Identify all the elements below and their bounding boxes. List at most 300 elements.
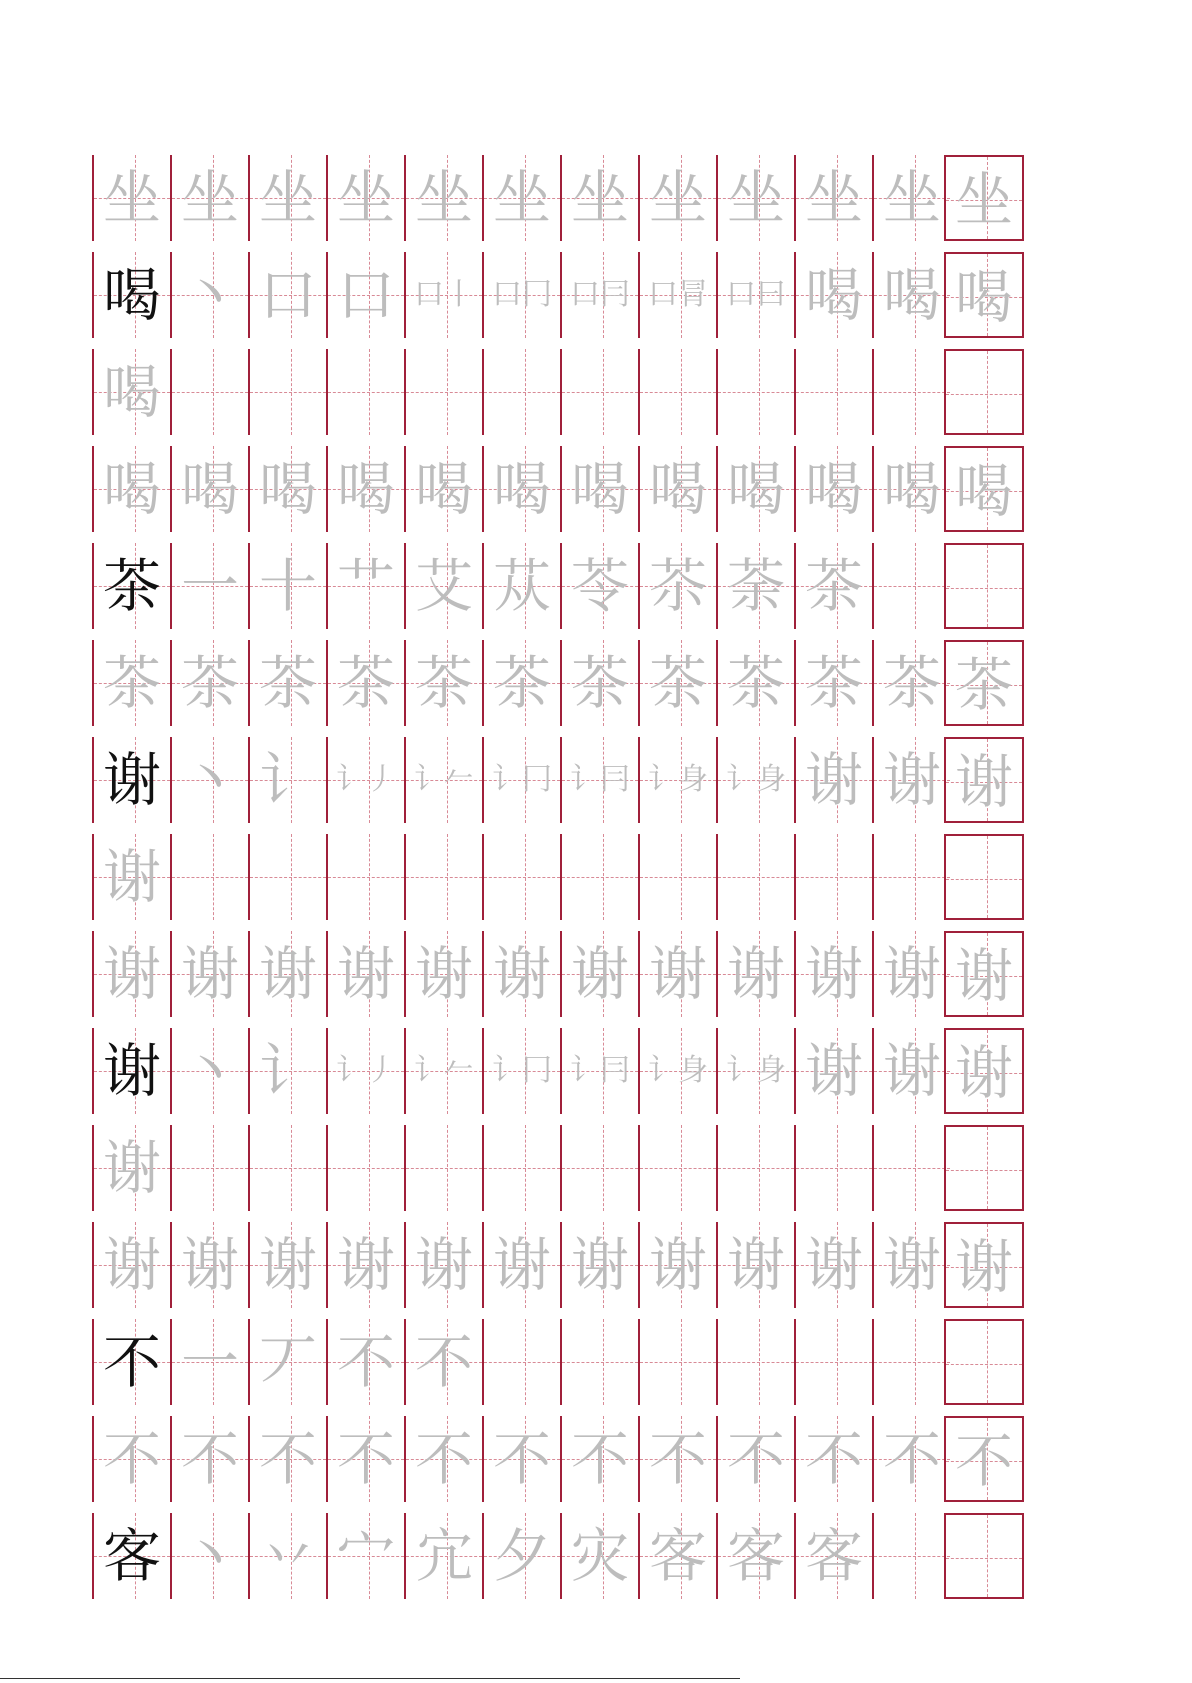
trace-character xyxy=(874,1513,950,1599)
practice-cell[interactable] xyxy=(640,931,716,1017)
practice-cell[interactable] xyxy=(94,1028,170,1114)
footer-rule xyxy=(0,1678,740,1679)
practice-cell[interactable] xyxy=(328,1125,404,1211)
trace-character xyxy=(250,1125,326,1211)
practice-row xyxy=(92,155,1099,241)
practice-row xyxy=(92,543,1099,629)
trace-character xyxy=(640,1319,716,1405)
practice-row xyxy=(92,640,1099,726)
practice-cell[interactable] xyxy=(640,1125,716,1211)
practice-cell[interactable] xyxy=(874,1513,950,1599)
trace-character: 丶 xyxy=(180,1522,239,1590)
trace-character: 不 xyxy=(258,1425,317,1493)
practice-cell[interactable] xyxy=(718,1319,794,1405)
practice-cell[interactable] xyxy=(172,834,248,920)
practice-cell[interactable] xyxy=(250,931,326,1017)
practice-cell[interactable] xyxy=(406,1222,482,1308)
trace-character: 口 xyxy=(336,261,395,329)
trace-character: 喝 xyxy=(570,455,629,523)
practice-cell[interactable] xyxy=(328,155,404,241)
trace-character xyxy=(484,1125,560,1211)
practice-cell[interactable] xyxy=(94,931,170,1017)
practice-cell[interactable] xyxy=(874,1416,950,1502)
trace-character: 谢 xyxy=(492,1231,551,1299)
practice-cell[interactable] xyxy=(94,1125,170,1211)
trace-character: 口冐 xyxy=(648,277,708,312)
practice-box[interactable] xyxy=(944,1222,1024,1308)
practice-cell[interactable] xyxy=(172,252,248,338)
practice-cell[interactable] xyxy=(406,349,482,435)
practice-cell[interactable] xyxy=(640,834,716,920)
practice-cell[interactable] xyxy=(562,543,638,629)
practice-cell[interactable] xyxy=(406,1513,482,1599)
trace-character: 一 xyxy=(180,1328,239,1396)
practice-cell[interactable] xyxy=(406,446,482,532)
trace-character: 谢 xyxy=(882,1037,941,1105)
model-character: 喝 xyxy=(102,261,161,329)
trace-character: 客 xyxy=(648,1522,707,1590)
practice-cell[interactable] xyxy=(484,155,560,241)
practice-cell[interactable] xyxy=(484,252,560,338)
trace-character xyxy=(796,834,872,920)
practice-cell[interactable] xyxy=(94,543,170,629)
trace-character xyxy=(562,834,638,920)
trace-character: 谢 xyxy=(258,940,317,1008)
practice-cell[interactable] xyxy=(172,155,248,241)
practice-cell[interactable] xyxy=(874,931,950,1017)
practice-cell[interactable] xyxy=(484,737,560,823)
practice-cell[interactable] xyxy=(406,1125,482,1211)
practice-cell[interactable] xyxy=(94,1416,170,1502)
practice-cell[interactable] xyxy=(328,834,404,920)
practice-cell[interactable] xyxy=(250,834,326,920)
trace-character: 讠冃 xyxy=(570,1053,630,1088)
practice-cell[interactable] xyxy=(640,1028,716,1114)
practice-cell[interactable] xyxy=(94,834,170,920)
practice-cell[interactable] xyxy=(874,1028,950,1114)
trace-character xyxy=(406,834,482,920)
practice-cell[interactable] xyxy=(484,1319,560,1405)
practice-cell[interactable] xyxy=(328,1028,404,1114)
practice-cell[interactable] xyxy=(484,1513,560,1599)
practice-cell[interactable] xyxy=(718,349,794,435)
practice-cell[interactable] xyxy=(718,737,794,823)
practice-cell[interactable] xyxy=(94,1319,170,1405)
practice-cell[interactable] xyxy=(796,1028,872,1114)
trace-character xyxy=(874,543,950,629)
practice-cell[interactable] xyxy=(328,1513,404,1599)
practice-cell[interactable] xyxy=(94,155,170,241)
trace-character: 坐 xyxy=(414,164,473,232)
trace-character: 谢 xyxy=(414,1231,473,1299)
practice-box[interactable] xyxy=(944,543,1024,629)
practice-cell[interactable] xyxy=(640,543,716,629)
trace-character: 谢 xyxy=(180,940,239,1008)
practice-row xyxy=(92,834,1099,920)
practice-box[interactable] xyxy=(944,252,1024,338)
trace-character: 讠𠂉 xyxy=(414,762,474,797)
practice-cell[interactable] xyxy=(172,640,248,726)
practice-cell[interactable] xyxy=(406,737,482,823)
trace-character xyxy=(172,1125,248,1211)
model-character: 谢 xyxy=(102,746,161,814)
trace-character xyxy=(946,545,1022,631)
practice-cell[interactable] xyxy=(874,1222,950,1308)
practice-cell[interactable] xyxy=(250,1028,326,1114)
practice-cell[interactable] xyxy=(796,737,872,823)
trace-character: 讠丿 xyxy=(336,1053,396,1088)
trace-character: 不 xyxy=(882,1425,941,1493)
practice-cell[interactable] xyxy=(874,349,950,435)
trace-character: 谢 xyxy=(954,942,1013,1010)
trace-character: 谢 xyxy=(726,1231,785,1299)
practice-cell[interactable] xyxy=(406,1028,482,1114)
practice-cell[interactable] xyxy=(172,349,248,435)
practice-row xyxy=(92,1319,1099,1405)
trace-character: 喝 xyxy=(102,358,161,426)
practice-cell[interactable] xyxy=(406,252,482,338)
trace-character: 不 xyxy=(336,1328,395,1396)
practice-cell[interactable] xyxy=(874,737,950,823)
practice-cell[interactable] xyxy=(172,1416,248,1502)
practice-cell[interactable] xyxy=(874,155,950,241)
practice-cell[interactable] xyxy=(640,252,716,338)
trace-character: 讠冂 xyxy=(492,1053,552,1088)
practice-cell[interactable] xyxy=(172,1125,248,1211)
trace-character: 谢 xyxy=(102,940,161,1008)
practice-cell[interactable] xyxy=(640,1513,716,1599)
practice-cell[interactable] xyxy=(874,1125,950,1211)
trace-character: 坐 xyxy=(102,164,161,232)
trace-character: 喝 xyxy=(804,261,863,329)
practice-cell[interactable] xyxy=(796,1416,872,1502)
practice-box[interactable] xyxy=(944,640,1024,726)
practice-cell[interactable] xyxy=(484,1028,560,1114)
practice-row xyxy=(92,349,1099,435)
practice-cell[interactable] xyxy=(562,931,638,1017)
practice-cell[interactable] xyxy=(796,446,872,532)
practice-row xyxy=(92,1125,1099,1211)
practice-cell[interactable] xyxy=(172,1513,248,1599)
trace-character: 丆 xyxy=(258,1328,317,1396)
practice-cell[interactable] xyxy=(796,1222,872,1308)
trace-character: 喝 xyxy=(180,455,239,523)
trace-character xyxy=(874,1319,950,1405)
practice-box[interactable] xyxy=(944,834,1024,920)
trace-character xyxy=(946,1127,1022,1213)
practice-cell[interactable] xyxy=(484,1416,560,1502)
practice-cell[interactable] xyxy=(172,1222,248,1308)
model-character: 茶 xyxy=(102,552,161,620)
practice-box[interactable] xyxy=(944,349,1024,435)
practice-cell[interactable] xyxy=(250,1513,326,1599)
practice-cell[interactable] xyxy=(796,543,872,629)
practice-cell[interactable] xyxy=(250,349,326,435)
practice-cell[interactable] xyxy=(640,1319,716,1405)
trace-character: 宀 xyxy=(336,1522,395,1590)
trace-character: 不 xyxy=(804,1425,863,1493)
practice-cell[interactable] xyxy=(874,446,950,532)
practice-cell[interactable] xyxy=(796,1319,872,1405)
practice-cell[interactable] xyxy=(250,1125,326,1211)
trace-character: 谢 xyxy=(102,1134,161,1202)
model-character: 客 xyxy=(102,1522,161,1590)
practice-cell[interactable] xyxy=(328,1222,404,1308)
practice-cell[interactable] xyxy=(796,1513,872,1599)
trace-character: 讠 xyxy=(258,1037,317,1105)
practice-cell[interactable] xyxy=(250,252,326,338)
trace-character: 茶 xyxy=(336,649,395,717)
practice-cell[interactable] xyxy=(874,834,950,920)
practice-cell[interactable] xyxy=(640,446,716,532)
trace-character: 谢 xyxy=(804,1037,863,1105)
trace-character: 谢 xyxy=(258,1231,317,1299)
trace-character xyxy=(640,349,716,435)
trace-character: 谢 xyxy=(882,1231,941,1299)
trace-character: 宂 xyxy=(414,1522,473,1590)
trace-character: 客 xyxy=(804,1522,863,1590)
practice-box[interactable] xyxy=(944,446,1024,532)
practice-cell[interactable] xyxy=(796,155,872,241)
practice-cell[interactable] xyxy=(640,640,716,726)
practice-cell[interactable] xyxy=(406,640,482,726)
practice-cell[interactable] xyxy=(94,737,170,823)
trace-character: 喝 xyxy=(648,455,707,523)
practice-cell[interactable] xyxy=(250,155,326,241)
practice-cell[interactable] xyxy=(94,1513,170,1599)
practice-cell[interactable] xyxy=(718,446,794,532)
trace-character: 谢 xyxy=(102,843,161,911)
practice-cell[interactable] xyxy=(640,1416,716,1502)
practice-row xyxy=(92,1028,1099,1114)
trace-character: 喝 xyxy=(336,455,395,523)
trace-character: 一 xyxy=(180,552,239,620)
trace-character: 谢 xyxy=(804,746,863,814)
trace-character: 坐 xyxy=(882,164,941,232)
trace-character: 坐 xyxy=(180,164,239,232)
trace-character: 不 xyxy=(570,1425,629,1493)
model-character: 不 xyxy=(102,1328,161,1396)
practice-cell[interactable] xyxy=(718,1416,794,1502)
trace-character: 口曰 xyxy=(726,277,786,312)
trace-character xyxy=(172,834,248,920)
practice-cell[interactable] xyxy=(484,446,560,532)
practice-cell[interactable] xyxy=(874,252,950,338)
practice-cell[interactable] xyxy=(94,446,170,532)
practice-cell[interactable] xyxy=(250,1222,326,1308)
trace-character xyxy=(484,349,560,435)
practice-cell[interactable] xyxy=(562,1416,638,1502)
trace-character xyxy=(640,1125,716,1211)
trace-character: 荼 xyxy=(726,552,785,620)
practice-row xyxy=(92,252,1099,338)
practice-cell[interactable] xyxy=(172,446,248,532)
trace-character: 丷 xyxy=(258,1522,317,1590)
trace-character: 不 xyxy=(492,1425,551,1493)
trace-character xyxy=(406,349,482,435)
practice-cell[interactable] xyxy=(406,1319,482,1405)
trace-character xyxy=(946,1515,1022,1601)
practice-box[interactable] xyxy=(944,1416,1024,1502)
practice-cell[interactable] xyxy=(796,1125,872,1211)
practice-cell[interactable] xyxy=(562,155,638,241)
practice-cell[interactable] xyxy=(718,1513,794,1599)
trace-character: 苁 xyxy=(492,552,551,620)
practice-row xyxy=(92,446,1099,532)
trace-character: 喝 xyxy=(882,455,941,523)
practice-cell[interactable] xyxy=(328,349,404,435)
practice-cell[interactable] xyxy=(484,543,560,629)
practice-box[interactable] xyxy=(944,931,1024,1017)
practice-cell[interactable] xyxy=(718,931,794,1017)
trace-character: 苶 xyxy=(648,552,707,620)
practice-cell[interactable] xyxy=(328,737,404,823)
practice-cell[interactable] xyxy=(718,252,794,338)
practice-cell[interactable] xyxy=(718,834,794,920)
practice-box[interactable] xyxy=(944,737,1024,823)
practice-cell[interactable] xyxy=(718,1125,794,1211)
trace-character xyxy=(874,834,950,920)
trace-character: 谢 xyxy=(882,940,941,1008)
trace-character: 谢 xyxy=(336,1231,395,1299)
practice-cell[interactable] xyxy=(796,931,872,1017)
practice-cell[interactable] xyxy=(796,640,872,726)
practice-cell[interactable] xyxy=(640,737,716,823)
practice-cell[interactable] xyxy=(406,1416,482,1502)
practice-cell[interactable] xyxy=(718,155,794,241)
practice-cell[interactable] xyxy=(250,543,326,629)
practice-cell[interactable] xyxy=(94,349,170,435)
trace-character: 谢 xyxy=(414,940,473,1008)
practice-cell[interactable] xyxy=(562,446,638,532)
model-character: 谢 xyxy=(102,1037,161,1105)
trace-character: 坐 xyxy=(492,164,551,232)
practice-cell[interactable] xyxy=(250,737,326,823)
practice-cell[interactable] xyxy=(562,640,638,726)
practice-cell[interactable] xyxy=(172,1319,248,1405)
trace-character: 谢 xyxy=(954,748,1013,816)
trace-character: 谢 xyxy=(954,1233,1013,1301)
trace-character: 喝 xyxy=(882,261,941,329)
practice-cell[interactable] xyxy=(484,1222,560,1308)
trace-character: 茶 xyxy=(570,649,629,717)
practice-box[interactable] xyxy=(944,1028,1024,1114)
trace-character: 谢 xyxy=(102,1231,161,1299)
trace-character: 谢 xyxy=(570,1231,629,1299)
practice-cell[interactable] xyxy=(640,155,716,241)
practice-cell[interactable] xyxy=(874,543,950,629)
practice-cell[interactable] xyxy=(172,1028,248,1114)
trace-character xyxy=(328,349,404,435)
trace-character xyxy=(874,349,950,435)
practice-cell[interactable] xyxy=(484,931,560,1017)
trace-character: 口冃 xyxy=(570,277,630,312)
trace-character: 不 xyxy=(414,1425,473,1493)
practice-cell[interactable] xyxy=(562,1125,638,1211)
practice-cell[interactable] xyxy=(172,543,248,629)
trace-character: 口丨 xyxy=(414,277,474,312)
practice-cell[interactable] xyxy=(796,252,872,338)
trace-character: 讠身 xyxy=(648,1053,708,1088)
practice-cell[interactable] xyxy=(94,640,170,726)
practice-cell[interactable] xyxy=(484,349,560,435)
practice-cell[interactable] xyxy=(250,1416,326,1502)
trace-character: 讠冃 xyxy=(570,762,630,797)
trace-character: 茶 xyxy=(180,649,239,717)
practice-box[interactable] xyxy=(944,1319,1024,1405)
trace-character: 谢 xyxy=(336,940,395,1008)
practice-cell[interactable] xyxy=(874,640,950,726)
practice-sheet xyxy=(92,155,1099,1610)
trace-character: 坐 xyxy=(726,164,785,232)
practice-box[interactable] xyxy=(944,1513,1024,1599)
practice-cell[interactable] xyxy=(328,1319,404,1405)
practice-cell[interactable] xyxy=(94,1222,170,1308)
trace-character: 不 xyxy=(336,1425,395,1493)
practice-cell[interactable] xyxy=(328,543,404,629)
practice-cell[interactable] xyxy=(562,737,638,823)
practice-cell[interactable] xyxy=(796,349,872,435)
practice-cell[interactable] xyxy=(328,446,404,532)
practice-cell[interactable] xyxy=(796,834,872,920)
practice-cell[interactable] xyxy=(328,1416,404,1502)
trace-character: 十 xyxy=(258,552,317,620)
trace-character: 苓 xyxy=(570,552,629,620)
practice-cell[interactable] xyxy=(562,1513,638,1599)
practice-cell[interactable] xyxy=(562,349,638,435)
practice-cell[interactable] xyxy=(562,1028,638,1114)
trace-character: 不 xyxy=(180,1425,239,1493)
practice-cell[interactable] xyxy=(718,640,794,726)
practice-cell[interactable] xyxy=(484,834,560,920)
practice-cell[interactable] xyxy=(640,349,716,435)
trace-character xyxy=(946,836,1022,922)
trace-character: 茶 xyxy=(414,649,473,717)
practice-cell[interactable] xyxy=(640,1222,716,1308)
practice-cell[interactable] xyxy=(718,543,794,629)
practice-cell[interactable] xyxy=(718,1028,794,1114)
practice-cell[interactable] xyxy=(484,1125,560,1211)
trace-character: 讠𠂉 xyxy=(414,1053,474,1088)
practice-cell[interactable] xyxy=(328,252,404,338)
practice-cell[interactable] xyxy=(406,834,482,920)
practice-cell[interactable] xyxy=(250,446,326,532)
practice-cell[interactable] xyxy=(562,1222,638,1308)
practice-cell[interactable] xyxy=(406,543,482,629)
practice-cell[interactable] xyxy=(562,834,638,920)
practice-cell[interactable] xyxy=(172,931,248,1017)
practice-cell[interactable] xyxy=(874,1319,950,1405)
practice-box[interactable] xyxy=(944,155,1024,241)
trace-character: 谢 xyxy=(648,1231,707,1299)
trace-character xyxy=(796,1319,872,1405)
practice-cell[interactable] xyxy=(718,1222,794,1308)
practice-cell[interactable] xyxy=(562,252,638,338)
practice-cell[interactable] xyxy=(328,931,404,1017)
practice-cell[interactable] xyxy=(406,931,482,1017)
trace-character: 讠 xyxy=(258,746,317,814)
practice-cell[interactable] xyxy=(250,1319,326,1405)
practice-cell[interactable] xyxy=(484,640,560,726)
practice-cell[interactable] xyxy=(406,155,482,241)
practice-box[interactable] xyxy=(944,1125,1024,1211)
practice-cell[interactable] xyxy=(562,1319,638,1405)
practice-cell[interactable] xyxy=(94,252,170,338)
trace-character: 坐 xyxy=(648,164,707,232)
practice-cell[interactable] xyxy=(250,640,326,726)
practice-cell[interactable] xyxy=(328,640,404,726)
practice-cell[interactable] xyxy=(172,737,248,823)
